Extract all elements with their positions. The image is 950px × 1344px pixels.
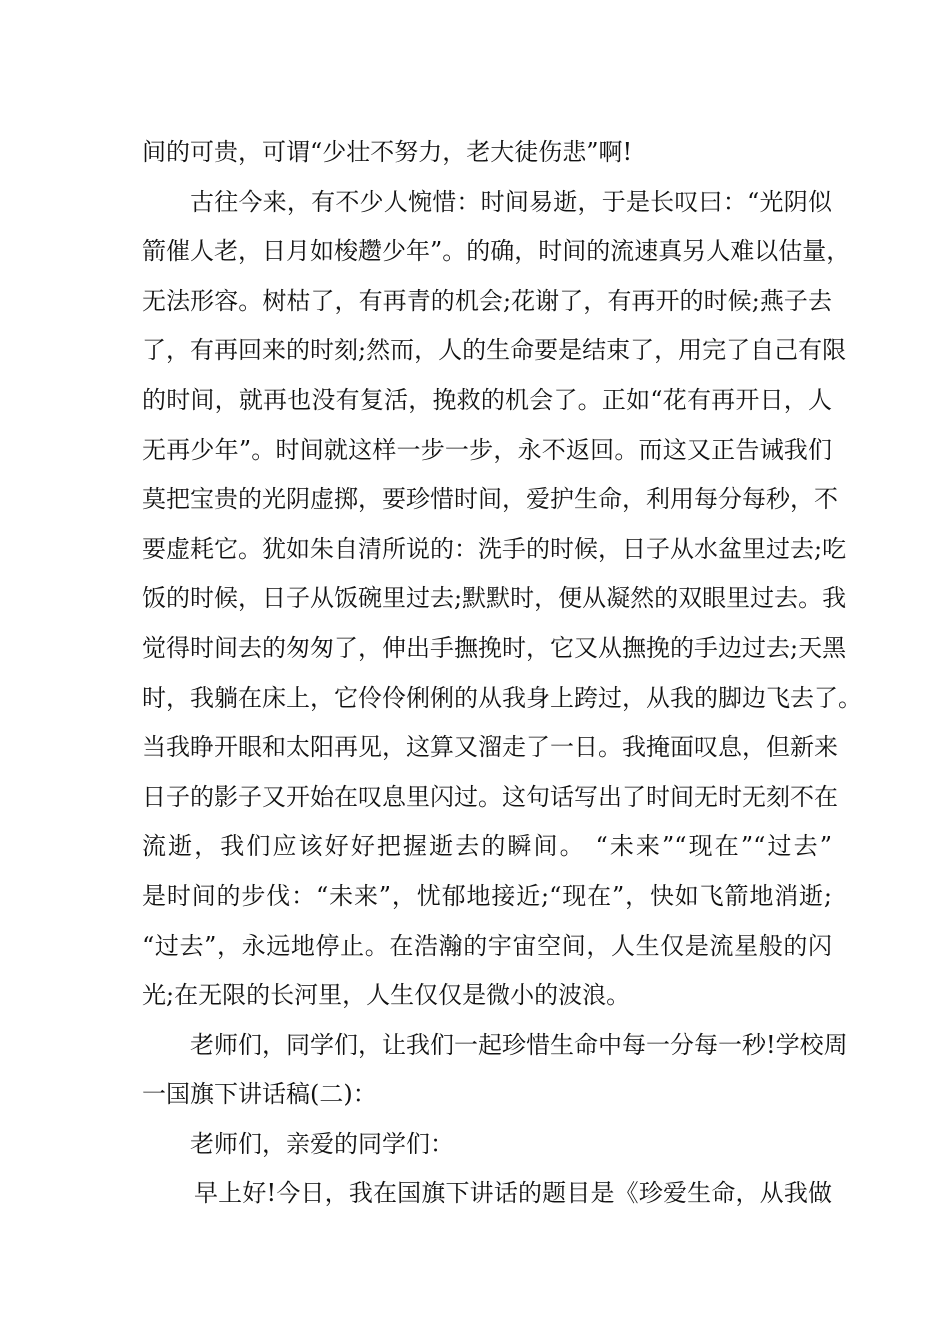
text-line: 流逝，我们应该好好把握逝去的瞬间。 “未来”“现在”“过去” [142, 832, 832, 861]
text-line: 莫把宝贵的光阴虚掷，要珍惜时间，爱护生命，利用每分每秒，不 [142, 485, 838, 514]
text-line: 早上好!今日，我在国旗下讲话的题目是《珍爱生命，从我做 [194, 1179, 832, 1208]
text-line: 光;在无限的长河里，人生仅仅是微小的波浪。 [142, 981, 631, 1010]
text-line: 箭催人老，日月如梭趱少年”。的确，时间的流速真另人难以估量， [142, 237, 851, 266]
text-line: 觉得时间去的匆匆了，伸出手撫挽时，它又从撫挽的手边过去;天黑 [142, 633, 847, 662]
text-line: 老师们，同学们，让我们一起珍惜生命中每一分每一秒!学校周 [190, 1030, 848, 1059]
text-line: 的时间，就再也没有复活，挽救的机会了。正如“花有再开日，人 [142, 385, 832, 414]
text-line: 无再少年”。时间就这样一步一步，永不返回。而这又正告诫我们 [142, 435, 832, 464]
text-line: 了，有再回来的时刻;然而，人的生命要是结束了，用完了自己有限 [142, 336, 847, 365]
text-line: 当我睁开眼和太阳再见，这算又溜走了一日。我掩面叹息，但新来 [142, 733, 838, 762]
text-line: 老师们，亲爱的同学们： [190, 1129, 454, 1158]
text-line: 间的可贵，可谓“少壮不努力，老大徒伤悲”啊! [142, 138, 633, 166]
text-line: 时，我躺在床上，它伶伶俐俐的从我身上跨过，从我的脚边飞去了。 [142, 683, 862, 712]
text-line: 无法形容。树枯了，有再青的机会;花谢了，有再开的时候;燕子去 [142, 286, 832, 315]
text-line: 饭的时候，日子从饭碗里过去;默默时，便从凝然的双眼里过去。我 [142, 584, 847, 613]
text-line: 要虚耗它。犹如朱自清所说的：洗手的时候，日子从水盆里过去;吃 [142, 534, 847, 563]
text-line: 是时间的步伐：“未来”，忧郁地接近;“现在”，快如飞箭地消逝; [142, 881, 832, 910]
text-line: 一国旗下讲话稿(二)： [142, 1080, 377, 1109]
text-line: 古往今来，有不少人惋惜：时间易逝，于是长叹曰：“光阴似 [190, 187, 832, 216]
text-line: “过去”，永远地停止。在浩瀚的宇宙空间，人生仅是流星般的闪 [142, 931, 832, 960]
document-body [142, 128, 862, 1219]
text-line: 日子的影子又开始在叹息里闪过。这句话写出了时间无时无刻不在 [142, 782, 838, 811]
